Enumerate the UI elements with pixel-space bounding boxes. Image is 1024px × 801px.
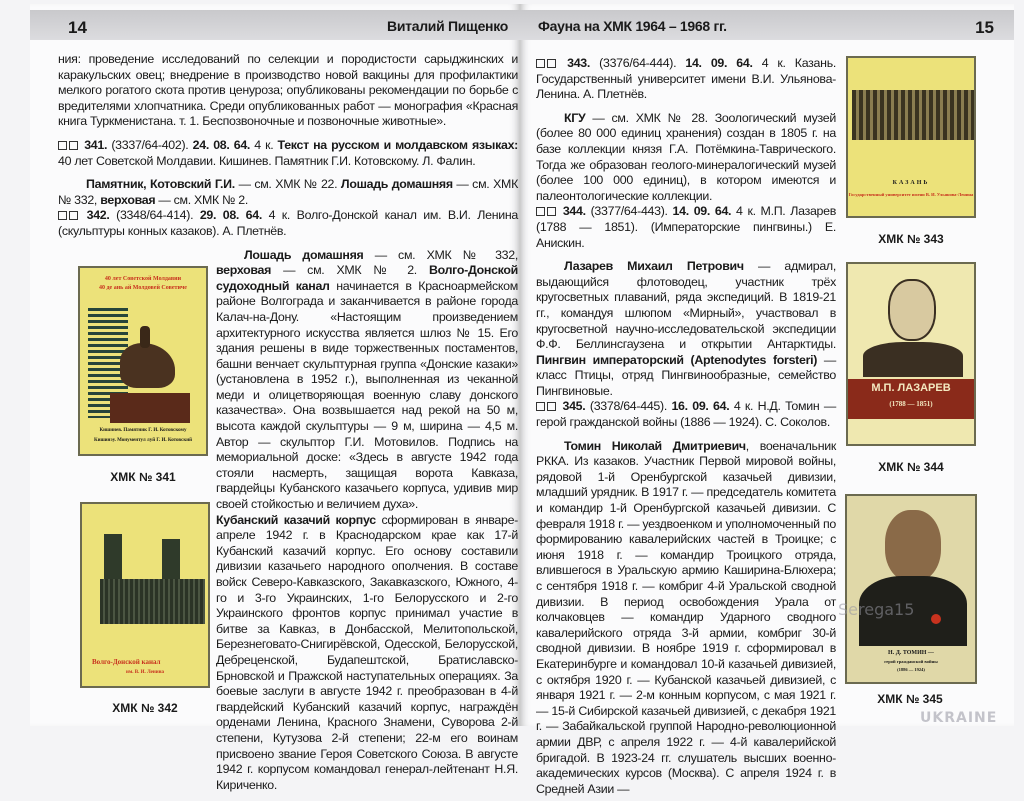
text-run: 4 к. Н.Д. Томин — герой гражданской войны (1886 — 1924). С. Соколов. bbox=[536, 399, 836, 430]
bold-term: КГУ bbox=[564, 110, 586, 125]
stamp-text: Волго-Донской канал bbox=[92, 658, 161, 666]
text-run: сформирован в январе-апреле 1942 г. в Краснодарском крае как 17-й Кубанский казачий корпус. Его основу составили дивизии казачьего народного ополчения. В составе войск Северо-Кавказского, Закавказского, Южного, 4-го и 3-го Украинских, 1-го Белорусского и 2-го Украинского фронтов корпус принимал участие в битве за Кавказ, в Донбасской, Мелитопольской, Березнеговато-Снигирёвской, Одесской, Белорусской, Дебреценской, Будапештской, Братиславско-Брновской и Пражской наступательных операциях. За боевые заслуги в августе 1942 г. преобразован в 4-й гвардейский Кубанский казачий корпус, награждён орденами Ленина, Красного Знамени, Суворова 2-й степени, Кутузова 2-й степени; 22-м его воинам присвоено звание Героя Советского Союза. В августе 1942 г. корпусом командовал генерал-лейтенант Н.Я. Кириченко. bbox=[216, 512, 518, 792]
paragraph bbox=[58, 138, 518, 169]
text-run: 4 к. М.П. Лазарев (1788 — 1851). (Императорские пингвины.) Е. Анискин. bbox=[536, 204, 837, 250]
bold-term: 29. 08. 64. bbox=[199, 208, 263, 223]
paragraph bbox=[536, 399, 836, 430]
page-number: 14 bbox=[68, 18, 87, 37]
bold-term: Волго-Донской судоходный канал bbox=[216, 263, 518, 293]
stamp-text: (1788 — 1851) bbox=[889, 400, 933, 408]
page-number: 15 bbox=[975, 18, 994, 37]
text-run: — см. ХМК № 22. bbox=[234, 177, 341, 192]
bold-term: Лошадь домашняя bbox=[244, 247, 364, 262]
text-run: 4 к. Казань. Государственный университет имени В.И. Ульянова-Ленина. А. Плетнёв. bbox=[536, 56, 836, 102]
text-run: — см. ХМК № 28. Зоологический музей (более 80 000 единиц хранения) создан в 1805 г. на базе коллекции князя Г.А. Потёмкина-Таврического. Тогда же образован геолого-минералогический музей (более 100 000 единиц), в котором имеются и палеонтологические коллекции. bbox=[536, 110, 836, 203]
bold-term: Текст на русском и молдавском языках: bbox=[277, 137, 518, 152]
bold-term: Томин Николай Дмитриевич bbox=[564, 438, 746, 453]
running-title: Виталий Пищенко bbox=[387, 18, 508, 34]
stamp-image-341 bbox=[78, 266, 208, 456]
right-page bbox=[520, 4, 1014, 796]
stamp-text: КАЗАНЬ bbox=[892, 180, 930, 186]
text-run: 4 к. bbox=[250, 137, 278, 152]
checkbox-square-icon bbox=[547, 59, 556, 68]
checkbox-square-icon bbox=[69, 141, 78, 150]
text-run: — см. ХМК № 332, bbox=[363, 247, 518, 262]
text-run: (3378/64-445). bbox=[585, 399, 672, 414]
text-run: 4 к. Волго-Донской канал им. В.И. Ленина (скульптуры конных казаков). А. Плетнёв. bbox=[58, 208, 518, 238]
checkbox-square-icon bbox=[536, 207, 545, 216]
text-run: (3376/64-444). bbox=[590, 56, 686, 70]
text-run: (3377/64-443). bbox=[585, 204, 673, 219]
checkbox-square-icon bbox=[536, 59, 545, 68]
text-run: (3337/64-402). bbox=[107, 137, 193, 152]
stamp-text: им. В. И. Ленина bbox=[125, 670, 165, 675]
paragraph bbox=[216, 513, 518, 794]
text-run: — см. ХМК № 2. bbox=[155, 192, 248, 207]
bold-term: 343. bbox=[567, 56, 591, 70]
stamp-caption: ХМК № 344 bbox=[878, 460, 944, 474]
watermark-brand: UKRAINE bbox=[920, 710, 998, 726]
checkbox-square-icon bbox=[547, 207, 556, 216]
bold-term: Пингвин императорский (Aptenodytes forsteri) bbox=[536, 352, 818, 367]
bold-term: верховая bbox=[216, 263, 272, 278]
bold-term: Памятник, Котовский Г.И. bbox=[86, 177, 235, 192]
bold-term: 341. bbox=[84, 137, 108, 152]
stamp-image-344 bbox=[846, 262, 976, 446]
text-run: начинается в Красноармейском районе Волгограда и заканчивается в районе города Калач-на-Дону. «Настоящим произведением архитектурного искусства является шлюз № 15. Его здания решены в виде торжественных постаментов, башни венчает скульптурная группа «Донские казаки» (установлена в 1952 г.), выполненная из чеканной меди и олицетворяющая военную славу донского казачества». Она возвышается над рекой на 50 м, высота каждой скульптуры — 9 м, ширина — 4,5 м. Автор — скульптор Г.И. Мотовилов. Подпись на мемориальной доске: «Здесь в августе 1942 года стояли насмерть, защищая ворота Кавказа, гвардейцы Кубанского казачьего корпуса, удивив мир своей стойкостью и величием духа». bbox=[216, 278, 518, 512]
stamp-caption: ХМК № 341 bbox=[110, 470, 176, 484]
stamp-text: 40 де ань ай Молдовей Советиче bbox=[99, 285, 187, 291]
stamp-caption: ХМК № 345 bbox=[877, 692, 943, 706]
bold-term: верховая bbox=[100, 192, 156, 207]
paragraph bbox=[58, 52, 518, 130]
bold-term: Лошадь домашняя bbox=[340, 177, 453, 192]
bold-term: 345. bbox=[562, 399, 586, 414]
stamp-image-342 bbox=[80, 502, 210, 688]
running-title: Фауна на ХМК 1964 – 1968 гг. bbox=[538, 18, 727, 34]
paragraph bbox=[536, 111, 836, 205]
checkbox-square-icon bbox=[69, 211, 78, 220]
checkbox-square-icon bbox=[536, 402, 545, 411]
paragraph bbox=[536, 259, 836, 399]
paragraph bbox=[536, 439, 836, 798]
text-run: — адмирал, выдающийся флотоводец, участник трёх кругосветных плаваний, ряда экспедиций. В 1819-21 гг., командуя шлюпом «Мирный», участвовал в кругосветной научно-исследовательской экспедиции Ф.Ф. Беллинсгаузена и открытии Антарктиды. bbox=[536, 259, 836, 352]
text-run: ния: проведение исследований по селекции и породистости сарыджинских и каракульских овец; внедрение в производство новой вакцины для профилактики мелкого рогатого скота против ценуроза; опубликованы рекомендации по борьбе с вредителями хлопчатника. Среди опубликованных работ — монография «Красная книга Туркменистана. т. 1. Беспозвоночные и позвоночные животные». bbox=[58, 52, 518, 129]
bold-term: 344. bbox=[562, 204, 586, 219]
bold-term: Лазарев Михаил Петрович bbox=[564, 259, 744, 274]
stamp-text: Кишинэу. Монументул луй Г. И. Котовский bbox=[93, 438, 193, 443]
checkbox-square-icon bbox=[58, 211, 67, 220]
checkbox-square-icon bbox=[58, 141, 67, 150]
text-run: — класс Птицы, отряд Пингвинообразные, семейство Пингвиновые. bbox=[536, 352, 837, 398]
stamp-text: М.П. ЛАЗАРЕВ bbox=[871, 382, 951, 394]
text-run: , военачальник РККА. Из казаков. Участник Первой мировой войны, рядовой 1-й Оренбургской казачьей дивизии, младший урядник. В 1917 г. — председатель комитета и командир 1-й Оренбургской казачьей дивизии. С февраля 1918 г. — уездвоенком и уполномоченный по формированию кавалерийских частей в Троицке; с июня 1918 г. — командир Троицкого отряда, влившегося в Уральскую армию Каширина-Блюхера; с сентября 1918 г. — комбриг 4-й Уральской сводной дивизии. В период освобождения Урала от колчаковцев — командир Ударного сводного кавалерийского отряда 3-й армии, комбриг 30-й сводной дивизии. В ноябре 1919 г. сформировал в Екатеринбурге и командовал 10-й казачьей дивизией, с октября 1920 г. — Кубанской казачьей дивизией, с января 1921 г. — 2-м конным корпусом, с мая 1921 г. — 15-й Сибирской казачьей дивизией, с декабря 1921 г. — Забайкальской группой Народно-революционной армии ДВР, с апреля 1922 г. — 4-й кавалерийской бригадой. В 1923-24 гг. слушатель высших военно-академических курсов (Москва). С апреля 1924 г. в Средней Азии — bbox=[536, 438, 836, 796]
stamp-text: Кишинев. Памятник Г. И. Котовскому bbox=[99, 428, 187, 433]
stamp-text: герой гражданской войны bbox=[884, 659, 938, 664]
watermark-user: Serega15 bbox=[838, 600, 915, 619]
text-run: — см. ХМК № 332, bbox=[58, 177, 518, 207]
paragraph bbox=[58, 208, 518, 239]
bold-term: Кубанский казачий корпус bbox=[216, 512, 376, 527]
checkbox-square-icon bbox=[547, 402, 556, 411]
bold-term: 14. 09. 64. bbox=[672, 204, 732, 219]
bold-term: 16. 09. 64. bbox=[671, 399, 730, 414]
paragraph bbox=[58, 177, 518, 208]
stamp-text: Н. Д. ТОМИН — bbox=[888, 650, 934, 656]
text-column bbox=[536, 56, 836, 797]
bold-term: 342. bbox=[86, 208, 110, 223]
text-run: — см. ХМК № 2. bbox=[271, 263, 429, 278]
stamp-caption: ХМК № 342 bbox=[112, 701, 178, 715]
bold-term: 24. 08. 64. bbox=[192, 137, 251, 152]
paragraph bbox=[216, 248, 518, 513]
stamp-image-343 bbox=[846, 56, 976, 218]
left-page bbox=[30, 4, 520, 792]
stamp-text: (1886 — 1924) bbox=[897, 667, 925, 672]
bold-term: 14. 09. 64. bbox=[685, 56, 753, 70]
stamp-image-345 bbox=[845, 494, 977, 684]
stamp-caption: ХМК № 343 bbox=[878, 232, 944, 246]
text-run: 40 лет Советской Молдавии. Кишинев. Памятник Г.И. Котовскому. Л. Фалин. bbox=[58, 153, 476, 168]
stamp-text: 40 лет Советской Молдавии bbox=[104, 276, 182, 282]
text-run: (3348/64-414). bbox=[109, 208, 200, 223]
paragraph bbox=[536, 204, 836, 251]
text-column bbox=[216, 248, 518, 794]
text-block bbox=[58, 52, 518, 240]
paragraph bbox=[536, 56, 836, 103]
stamp-text: Государственный университет имени В. И. Ульянова-Ленина bbox=[848, 192, 974, 197]
